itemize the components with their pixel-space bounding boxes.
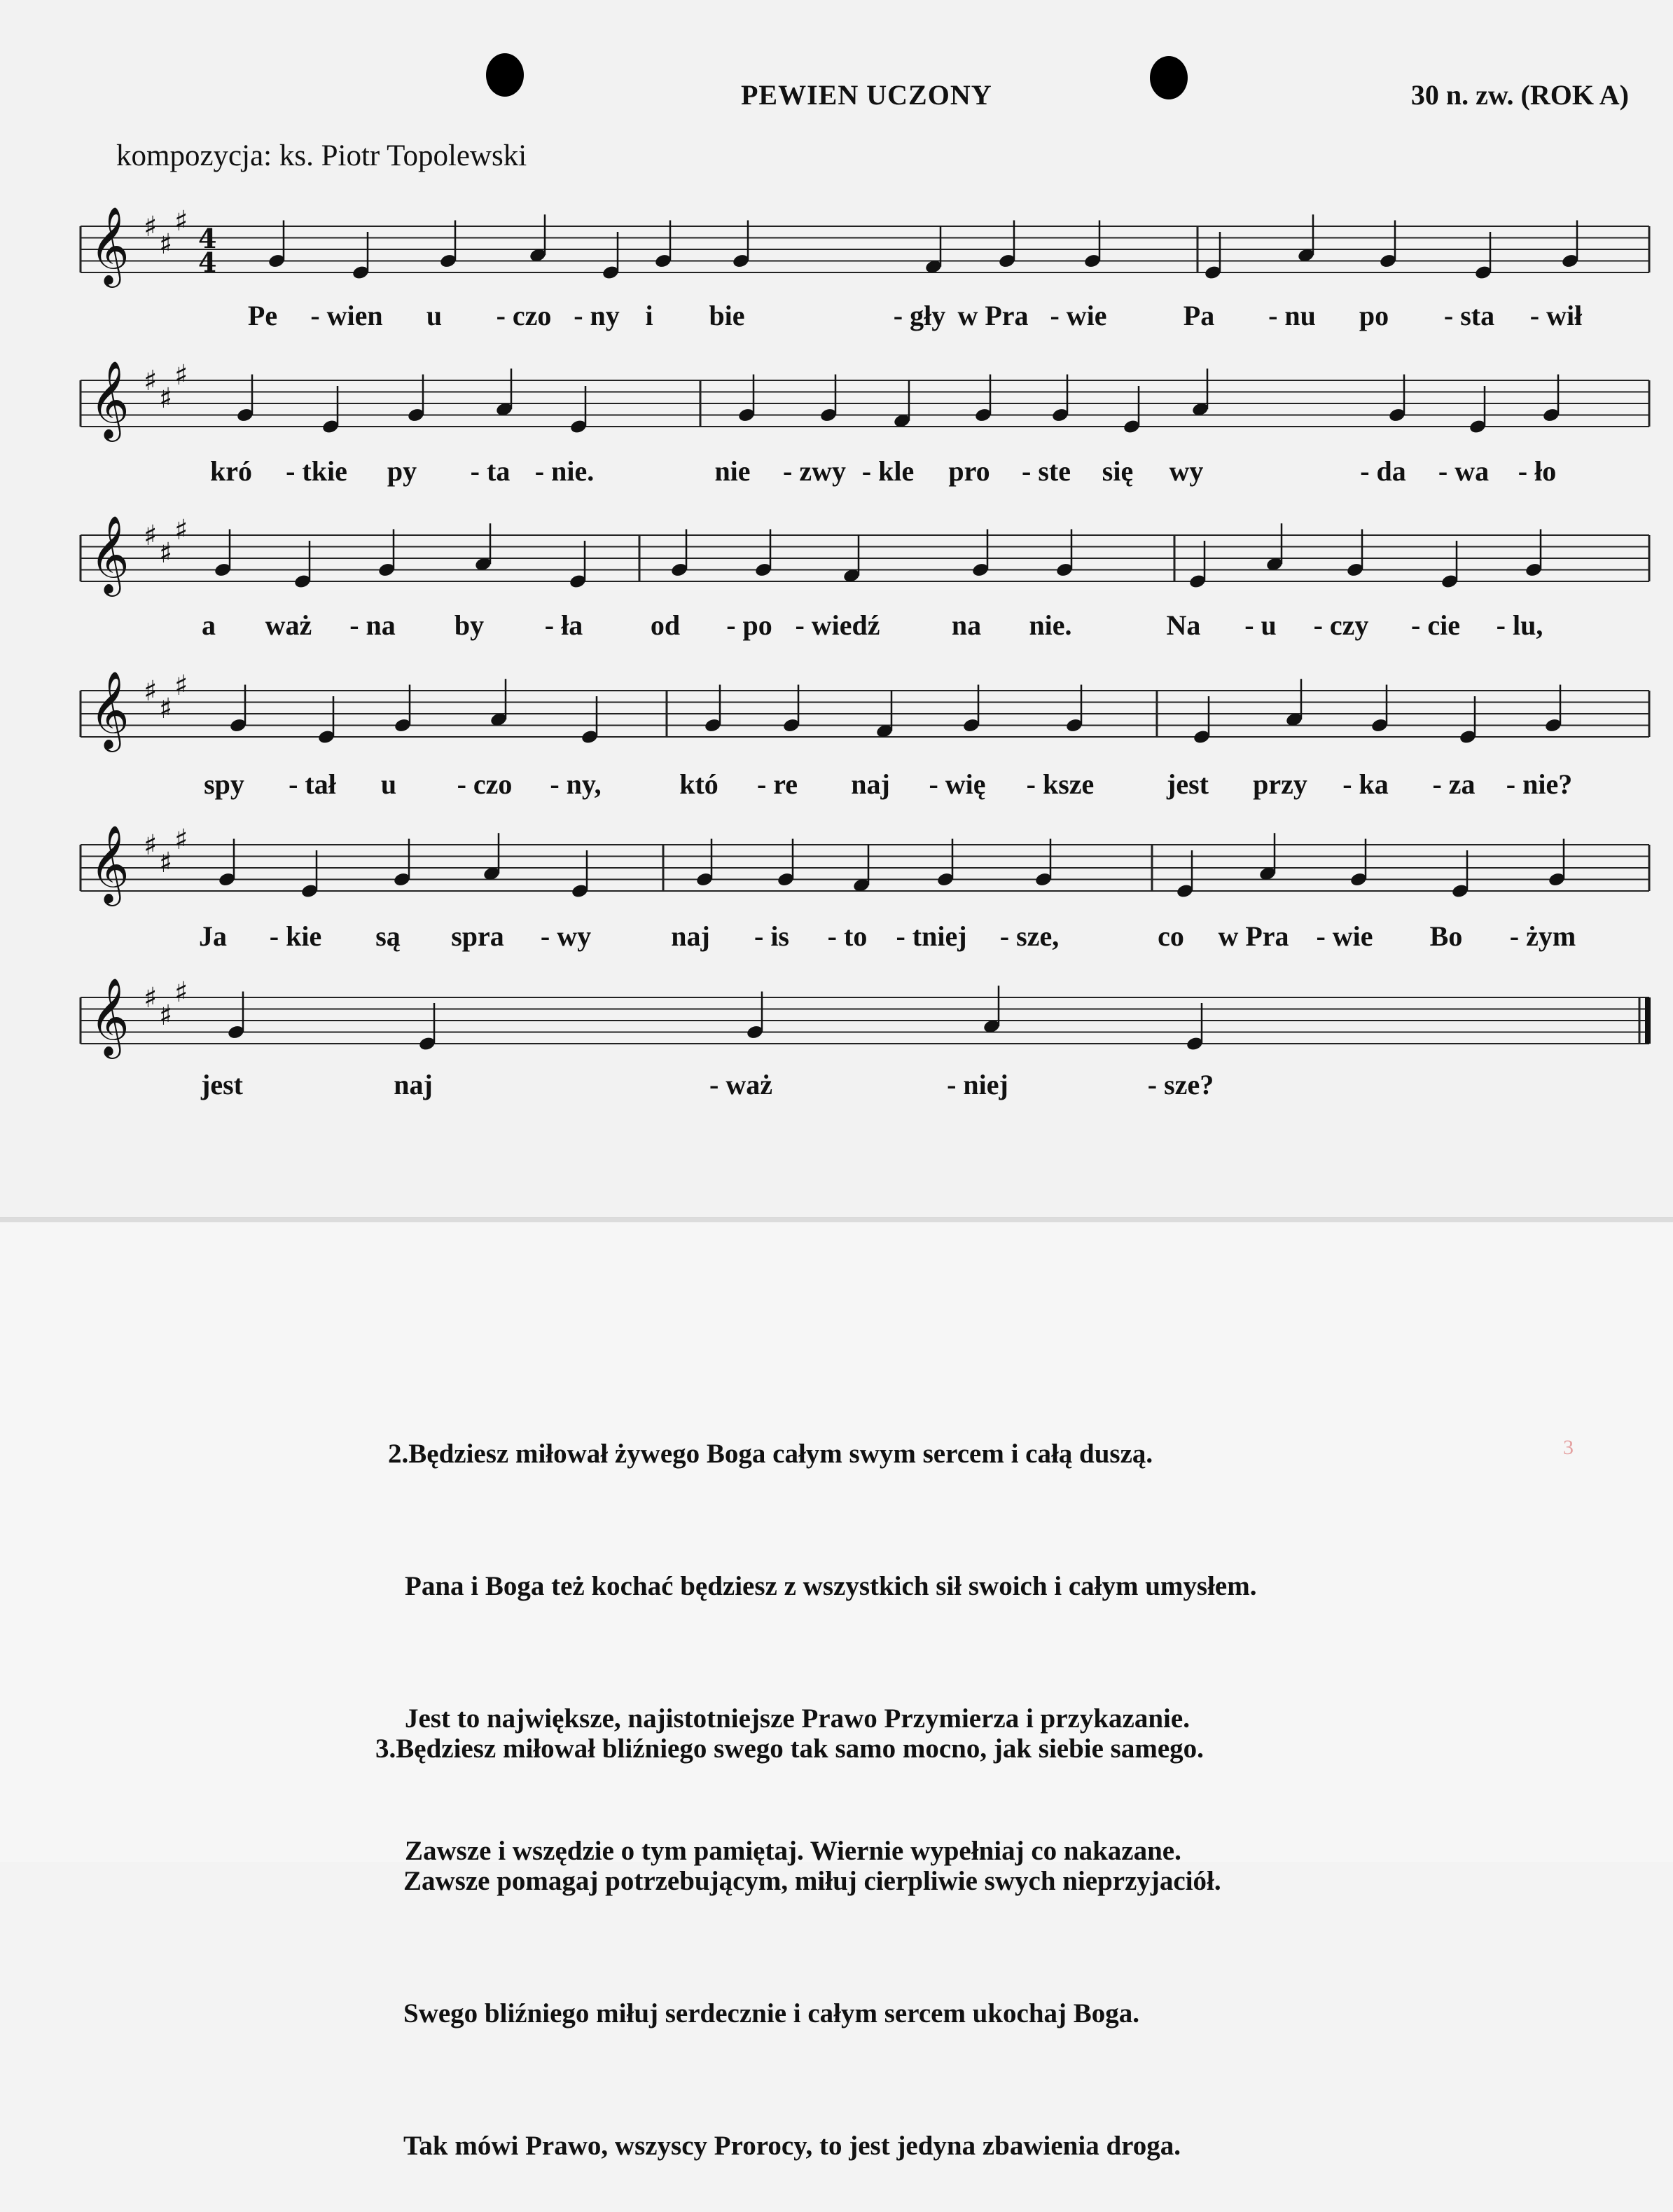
lyric-syllable: - re bbox=[756, 768, 798, 800]
lyric-syllable: - cie bbox=[1411, 609, 1460, 641]
sharp-icon: ♯ bbox=[174, 205, 188, 237]
sharp-icon: ♯ bbox=[174, 823, 188, 856]
lyric-syllable: - waż bbox=[709, 1069, 772, 1100]
lyric-syllable: spy bbox=[204, 768, 244, 800]
treble-clef-icon: 𝄞 bbox=[90, 670, 130, 749]
lyric-syllable: - za bbox=[1432, 768, 1476, 800]
lyric-syllable: Bo bbox=[1429, 920, 1463, 952]
verse-line: 2.Będziesz miłował żywego Boga całym swym sercem i całą duszą. bbox=[388, 1439, 1153, 1469]
lyric-syllable: Pa bbox=[1183, 300, 1215, 331]
sharp-icon: ♯ bbox=[144, 211, 158, 243]
lyric-syllable: Na bbox=[1166, 609, 1201, 641]
lyric-syllable: - ka bbox=[1342, 768, 1389, 800]
lyric-syllable: - na bbox=[349, 609, 396, 641]
verse-3 bbox=[375, 1638, 1221, 2212]
lyric-syllable: wy bbox=[1169, 455, 1204, 487]
verse-line: 3.Będziesz miłował bliźniego swego tak samo mocno, jak siebie samego. bbox=[375, 1734, 1204, 1764]
sharp-icon: ♯ bbox=[159, 999, 173, 1032]
lyric-syllable: kró bbox=[210, 455, 252, 487]
lyric-syllable: py bbox=[387, 455, 417, 487]
page-fold bbox=[0, 1217, 1673, 1222]
lyric-syllable: - nu bbox=[1268, 300, 1316, 331]
lyric-syllable: - ksze bbox=[1026, 768, 1095, 800]
verse-line: Tak mówi Prawo, wszyscy Prorocy, to jest jedyna zbawienia droga. bbox=[403, 2131, 1181, 2161]
lyric-syllable: na bbox=[951, 609, 982, 641]
lyric-syllable: - da bbox=[1360, 455, 1406, 487]
lyric-syllable: - wił bbox=[1529, 300, 1583, 331]
lyric-syllable: jest bbox=[201, 1069, 243, 1100]
song-title: PEWIEN UCZONY bbox=[741, 79, 992, 111]
lyric-syllable: naj bbox=[671, 920, 710, 952]
lyric-syllable: - gły bbox=[893, 300, 946, 331]
lyric-syllable: któ bbox=[679, 768, 719, 800]
time-signature-numerator: 4 bbox=[198, 223, 217, 254]
lyric-syllable: - ny bbox=[574, 300, 620, 331]
lyric-syllable: - ste bbox=[1022, 455, 1071, 487]
lyric-syllable: - tniej bbox=[896, 920, 967, 952]
lyric-syllable: - czy bbox=[1313, 609, 1369, 641]
lyric-syllable: - kle bbox=[861, 455, 915, 487]
lyric-syllable: - wie bbox=[1050, 300, 1107, 331]
treble-clef-icon: 𝄞 bbox=[90, 360, 130, 438]
lyric-syllable: - u bbox=[1244, 609, 1277, 641]
time-signature-denominator: 4 bbox=[198, 247, 217, 278]
lyric-syllable: waż bbox=[265, 609, 312, 641]
lyric-syllable: by bbox=[454, 609, 485, 641]
sharp-icon: ♯ bbox=[174, 359, 188, 392]
lyric-syllable: - kie bbox=[269, 920, 322, 952]
lyric-syllable: - wiedź bbox=[795, 609, 880, 641]
lyric-syllable: Ja bbox=[199, 920, 227, 952]
sharp-icon: ♯ bbox=[159, 537, 173, 569]
sharp-icon: ♯ bbox=[174, 669, 188, 702]
lyric-syllable: - zwy bbox=[783, 455, 846, 487]
final-barline-thick bbox=[1645, 997, 1651, 1044]
lyric-syllable: po bbox=[1359, 300, 1389, 331]
verse-line: Zawsze pomagaj potrzebującym, miłuj cierpliwie swych nieprzyjaciół. bbox=[403, 1866, 1221, 1896]
lyric-syllable: się bbox=[1102, 455, 1134, 487]
lyric-syllable: - ny, bbox=[550, 768, 602, 800]
lyric-syllable: - czo bbox=[457, 768, 513, 800]
sharp-icon: ♯ bbox=[159, 382, 173, 415]
lyric-syllable: bie bbox=[709, 300, 745, 331]
sharp-icon: ♯ bbox=[159, 228, 173, 261]
lyric-syllable: naj bbox=[394, 1069, 433, 1100]
lyric-syllable: - wa bbox=[1438, 455, 1490, 487]
lyric-syllable: - sta bbox=[1443, 300, 1495, 331]
lyric-syllable: jest bbox=[1167, 768, 1209, 800]
lyric-syllable: w Pra bbox=[1218, 920, 1289, 952]
lyric-syllable: od bbox=[650, 609, 681, 641]
sharp-icon: ♯ bbox=[159, 692, 173, 725]
lyric-syllable: naj bbox=[851, 768, 890, 800]
lyric-syllable: - po bbox=[726, 609, 772, 641]
sharp-icon: ♯ bbox=[174, 976, 188, 1009]
lyric-syllable: są bbox=[375, 920, 401, 952]
lyric-syllable: nie. bbox=[1029, 609, 1072, 641]
lyric-syllable: u bbox=[380, 768, 397, 800]
lyric-syllable: u bbox=[426, 300, 443, 331]
lyric-syllable: i bbox=[645, 300, 653, 331]
lyric-syllable: - wie bbox=[1316, 920, 1373, 952]
lyric-syllable: - sze? bbox=[1147, 1069, 1214, 1100]
lyric-syllable: - nie. bbox=[534, 455, 595, 487]
lyric-syllable: - to bbox=[827, 920, 868, 952]
lyric-syllable: - ta bbox=[470, 455, 511, 487]
composer-credit: kompozycja: ks. Piotr Topolewski bbox=[116, 139, 527, 172]
treble-clef-icon: 𝄞 bbox=[90, 977, 130, 1056]
lyric-syllable: w Pra bbox=[957, 300, 1029, 331]
sharp-icon: ♯ bbox=[144, 829, 158, 862]
lyric-syllable: - tał bbox=[289, 768, 336, 800]
lyric-syllable: - wię bbox=[929, 768, 986, 800]
lyric-syllable: co bbox=[1158, 920, 1184, 952]
lyric-syllable: - wien bbox=[310, 300, 383, 331]
lyric-syllable: - żym bbox=[1509, 920, 1576, 952]
lyric-syllable: przy bbox=[1253, 768, 1307, 800]
sharp-icon: ♯ bbox=[144, 982, 158, 1014]
lyric-syllable: nie bbox=[714, 455, 751, 487]
lyric-syllable: - lu, bbox=[1496, 609, 1543, 641]
treble-clef-icon: 𝄞 bbox=[90, 515, 130, 593]
lyric-syllable: - sze, bbox=[999, 920, 1060, 952]
lyric-syllable: - ło bbox=[1518, 455, 1557, 487]
sharp-icon: ♯ bbox=[144, 675, 158, 707]
treble-clef-icon: 𝄞 bbox=[90, 206, 130, 284]
lyric-syllable: - czo bbox=[496, 300, 552, 331]
sharp-icon: ♯ bbox=[159, 846, 173, 879]
lyric-syllable: - tkie bbox=[286, 455, 347, 487]
lyric-syllable: spra bbox=[451, 920, 504, 952]
lyric-syllable: Pe bbox=[247, 300, 278, 331]
treble-clef-icon: 𝄞 bbox=[90, 824, 130, 903]
verse-line: Zawsze i wszędzie o tym pamiętaj. Wiernie wypełniaj co nakazane. bbox=[405, 1836, 1181, 1866]
lyric-syllable: - nie? bbox=[1506, 768, 1573, 800]
verse-line: Swego bliźniego miłuj serdecznie i całym sercem ukochaj Boga. bbox=[403, 1998, 1140, 2028]
sharp-icon: ♯ bbox=[144, 520, 158, 552]
verse-line: Pana i Boga też kochać będziesz z wszystkich sił swoich i całym umysłem. bbox=[405, 1571, 1257, 1601]
sharp-icon: ♯ bbox=[144, 365, 158, 397]
liturgical-day: 30 n. zw. (ROK A) bbox=[1410, 79, 1629, 111]
lyric-syllable: pro bbox=[948, 455, 990, 487]
lyric-syllable: a bbox=[202, 609, 216, 641]
lyric-syllable: - wy bbox=[540, 920, 592, 952]
verse-line: Jest to największe, najistotniejsze Prawo Przymierza i przykazanie. bbox=[405, 1703, 1190, 1734]
sharp-icon: ♯ bbox=[174, 513, 188, 546]
lyric-syllable: - is bbox=[754, 920, 789, 952]
lyric-syllable: - niej bbox=[947, 1069, 1008, 1100]
lyric-syllable: - ła bbox=[544, 609, 583, 641]
margin-mark: 3 bbox=[1563, 1436, 1574, 1459]
